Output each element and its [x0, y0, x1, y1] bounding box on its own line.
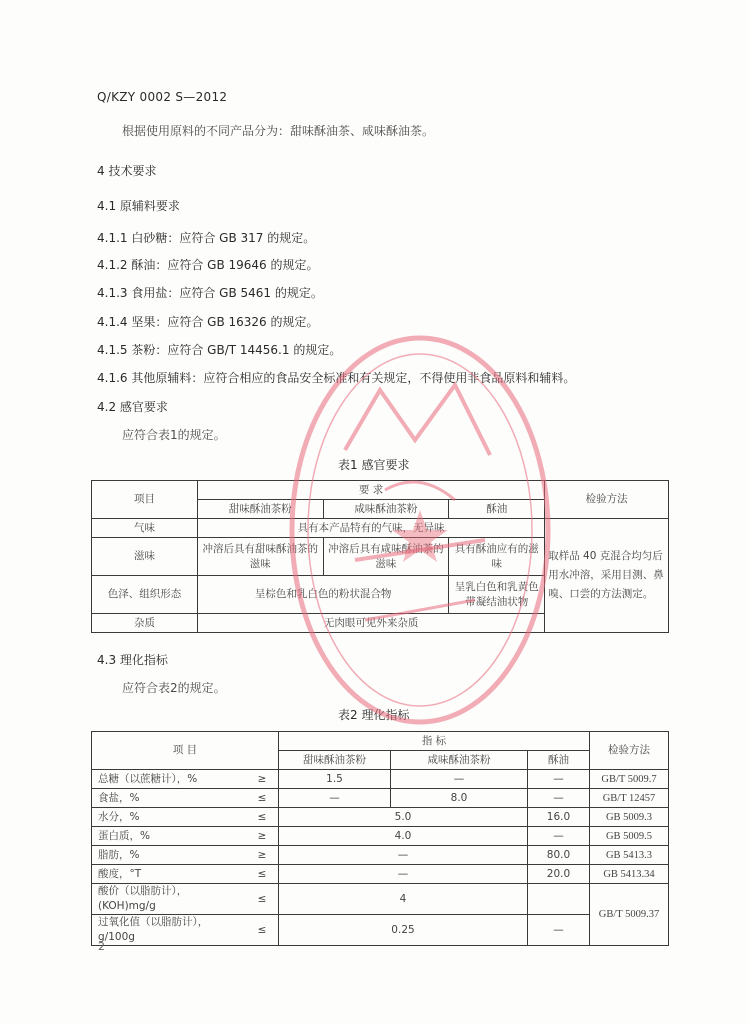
t2-row-sym: ≤ — [246, 915, 279, 946]
t2-row-name: 酸价（以脂肪计），(KOH)mg/g — [92, 884, 247, 915]
t1-header-item: 项目 — [92, 481, 198, 519]
t2-row-name: 蛋白质，% — [92, 827, 247, 846]
item-4-1-4: 4.1.4 坚果：应符合 GB 16326 的规定。 — [97, 315, 319, 329]
table-row — [92, 884, 669, 915]
t2-method: GB/T 5009.7 — [590, 770, 669, 789]
t1-row-impurity-label: 杂质 — [92, 614, 198, 633]
t2-cell: 80.0 — [528, 846, 590, 865]
t1-taste-salty: 冲溶后具有咸味酥油茶的滋味 — [323, 538, 449, 576]
t2-row-sym: ≤ — [246, 865, 279, 884]
section-4-2-heading: 4.2 感官要求 — [97, 400, 168, 414]
intro-paragraph: 根据使用原料的不同产品分为：甜味酥油茶、咸味酥油茶。 — [122, 124, 435, 138]
t2-cell: 4.0 — [279, 827, 528, 846]
document-code-header: Q/KZY 0002 S—2012 — [97, 90, 228, 104]
t1-taste-butter: 具有酥油应有的滋味 — [449, 538, 545, 576]
t2-col-salty: 咸味酥油茶粉 — [391, 751, 528, 770]
t2-method: GB 5009.5 — [590, 827, 669, 846]
t2-cell: — — [279, 865, 528, 884]
t2-cell: 16.0 — [528, 808, 590, 827]
item-4-1-1: 4.1.1 白砂糖：应符合 GB 317 的规定。 — [97, 231, 316, 245]
t2-row-name: 水分，% — [92, 808, 247, 827]
t1-taste-sweet: 冲溶后具有甜味酥油茶的滋味 — [198, 538, 324, 576]
item-4-1-5: 4.1.5 茶粉：应符合 GB/T 14456.1 的规定。 — [97, 343, 342, 357]
t2-cell: — — [279, 789, 391, 808]
t2-method: GB 5413.3 — [590, 846, 669, 865]
table-row — [92, 915, 669, 946]
table-row — [92, 865, 669, 884]
t2-row-sym: ≥ — [246, 770, 279, 789]
section-4-2-text: 应符合表1的规定。 — [122, 428, 226, 442]
t2-row-sym: ≤ — [246, 789, 279, 808]
section-4-heading: 4 技术要求 — [97, 164, 157, 178]
item-4-1-6: 4.1.6 其他原辅料：应符合相应的食品安全标准和有关规定，不得使用非食品原料和辅料。 — [97, 371, 576, 385]
t2-row-name: 总糖（以蔗糖计），% — [92, 770, 247, 789]
table2-caption: 表2 理化指标 — [338, 708, 410, 722]
t2-cell: — — [391, 770, 528, 789]
physicochemical-indicators-table — [91, 731, 669, 946]
t2-method: GB/T 5009.37 — [590, 884, 669, 946]
t2-row-name: 过氧化值（以脂肪计），g/100g — [92, 915, 247, 946]
t2-cell: 0.25 — [279, 915, 528, 946]
t2-cell: — — [528, 827, 590, 846]
t2-cell: — — [528, 770, 590, 789]
t2-cell: 8.0 — [391, 789, 528, 808]
t2-col-sweet: 甜味酥油茶粉 — [279, 751, 391, 770]
t2-row-sym: ≤ — [246, 808, 279, 827]
table-row — [92, 770, 669, 789]
t1-header-requirements: 要 求 — [198, 481, 545, 500]
t2-method: GB 5009.3 — [590, 808, 669, 827]
t1-row-taste-label: 滋味 — [92, 538, 198, 576]
item-4-1-2: 4.1.2 酥油：应符合 GB 19646 的规定。 — [97, 258, 319, 272]
sensory-requirements-table — [91, 480, 669, 633]
t2-row-sym: ≥ — [246, 846, 279, 865]
table1-caption: 表1 感官要求 — [338, 458, 410, 472]
t1-col-butter: 酥油 — [449, 500, 545, 519]
t2-row-name: 脂肪，% — [92, 846, 247, 865]
table-row — [92, 827, 669, 846]
t2-cell: 1.5 — [279, 770, 391, 789]
t2-cell — [528, 884, 590, 915]
t2-row-name: 酸度，°T — [92, 865, 247, 884]
t2-col-butter: 酥油 — [528, 751, 590, 770]
t2-cell: 5.0 — [279, 808, 528, 827]
t1-color-butter: 呈乳白色和乳黄色带凝结油状物 — [449, 576, 545, 614]
t2-cell: — — [279, 846, 528, 865]
t2-row-name: 食盐，% — [92, 789, 247, 808]
t1-col-salty: 咸味酥油茶粉 — [323, 500, 449, 519]
t1-header-method: 检验方法 — [545, 481, 669, 519]
table-row — [92, 808, 669, 827]
page-number: 2 — [98, 940, 105, 953]
t2-cell: 20.0 — [528, 865, 590, 884]
t1-row-color-label: 色泽、组织形态 — [92, 576, 198, 614]
t2-row-sym: ≤ — [246, 884, 279, 915]
t2-method: GB 5413.34 — [590, 865, 669, 884]
section-4-1-heading: 4.1 原辅料要求 — [97, 199, 180, 213]
t1-smell-value: 具有本产品特有的气味，无异味 — [198, 519, 545, 538]
t2-cell: — — [528, 915, 590, 946]
t1-col-sweet: 甜味酥油茶粉 — [198, 500, 324, 519]
t2-method: GB/T 12457 — [590, 789, 669, 808]
t2-header-method: 检验方法 — [590, 732, 669, 770]
t2-cell: — — [528, 789, 590, 808]
section-4-3-text: 应符合表2的规定。 — [122, 681, 226, 695]
t2-header-item: 项 目 — [92, 732, 279, 770]
item-4-1-3: 4.1.3 食用盐：应符合 GB 5461 的规定。 — [97, 286, 323, 300]
t2-cell: 4 — [279, 884, 528, 915]
t1-impurity-value: 无肉眼可见外来杂质 — [198, 614, 545, 633]
t2-row-sym: ≥ — [246, 827, 279, 846]
t1-color-powders: 呈棕色和乳白色的粉状混合物 — [198, 576, 449, 614]
t2-header-index: 指 标 — [279, 732, 590, 751]
table-row — [92, 789, 669, 808]
t1-row-smell-label: 气味 — [92, 519, 198, 538]
t1-method-value: 取样品 40 克混合均匀后用水冲溶，采用目测、鼻嗅、口尝的方法测定。 — [545, 519, 669, 633]
section-4-3-heading: 4.3 理化指标 — [97, 653, 168, 667]
table-row — [92, 846, 669, 865]
